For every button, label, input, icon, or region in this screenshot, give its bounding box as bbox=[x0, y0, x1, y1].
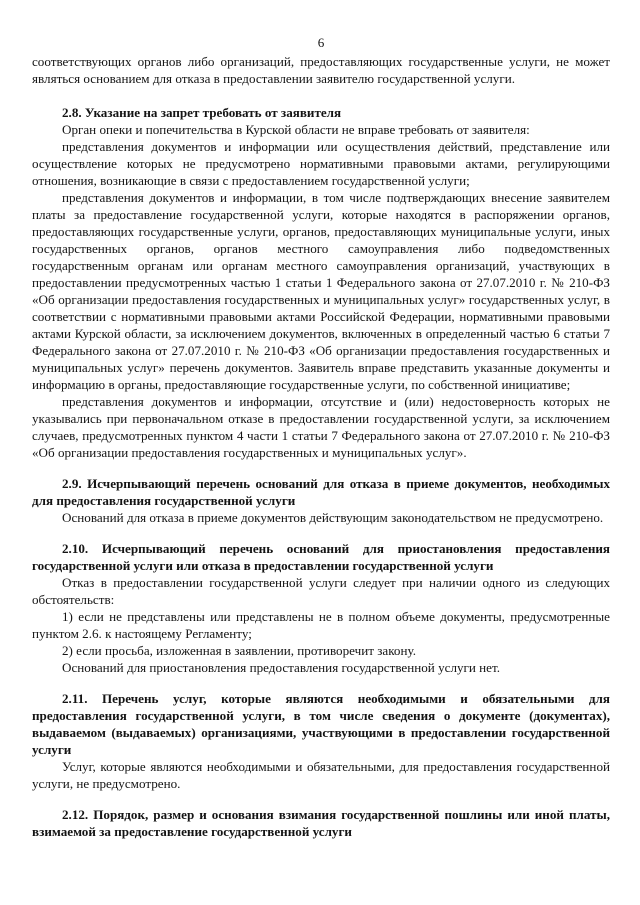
section-2-12-heading: 2.12. Порядок, размер и основания взимания государственной пошлины или иной платы, взимаемой за предоставление государственной услуги bbox=[32, 807, 610, 839]
section-2-8-paragraph: представления документов и информации или осуществления действий, представление или осуществление которых не предусмотрено нормативными правовыми актами, регулирующими отношения, возникающие в связи с предоставлением государственной услуги; bbox=[32, 139, 610, 188]
section-2-10-heading: 2.10. Исчерпывающий перечень оснований для приостановления предоставления государственной услуги или отказа в предоставлении государственной услуги bbox=[32, 541, 610, 573]
section-2-11-heading: 2.11. Перечень услуг, которые являются необходимыми и обязательными для предоставления государственной услуги, в том числе сведения о документе (документах), выдаваемом (выдаваемых) организациями, участвующими в предоставлении государственной услуги bbox=[32, 691, 610, 757]
intro-paragraph: соответствующих органов либо организаций, предоставляющих государственные услуги, не может являться основанием для отказа в предоставлении заявителю государственной услуги. bbox=[32, 54, 610, 86]
section-2-10-list-item: 1) если не представлены или представлены не в полном объеме документы, предусмотренные пунктом 2.6. к настоящему Регламенту; bbox=[32, 609, 610, 641]
section-2-10-paragraph: Отказ в предоставлении государственной услуги следует при наличии одного из следующих обстоятельств: bbox=[32, 575, 610, 607]
section-2-8-heading: 2.8. Указание на запрет требовать от заявителя bbox=[62, 105, 342, 120]
section-2-10-paragraph: Оснований для приостановления предоставления государственной услуги нет. bbox=[62, 660, 501, 675]
section-2-11-paragraph: Услуг, которые являются необходимыми и обязательными, для предоставления государственной услуги, не предусмотрено. bbox=[32, 759, 610, 791]
section-2-8-lead: Орган опеки и попечительства в Курской области не вправе требовать от заявителя: bbox=[62, 122, 530, 137]
section-2-9-heading: 2.9. Исчерпывающий перечень оснований для отказа в приеме документов, необходимых для предоставления государственной услуги bbox=[32, 476, 610, 508]
page-number: 6 bbox=[317, 35, 325, 50]
section-2-8-paragraph: представления документов и информации, отсутствие и (или) недостоверность которых не указывались при первоначальном отказе в предоставлении государственной услуги, за исключением случаев, предусмотренных пунктом 4 части 1 статьи 7 Федерального закона от 27.07.2010 г. № 210-ФЗ «Об организации предоставления государственных и муниципальных услуг». bbox=[32, 394, 610, 460]
section-2-9-paragraph: Оснований для отказа в приеме документов действующим законодательством не предусмотрено. bbox=[62, 510, 604, 525]
section-2-10-list-item: 2) если просьба, изложенная в заявлении, противоречит закону. bbox=[62, 643, 416, 658]
section-2-8-paragraph: представления документов и информации, в том числе подтверждающих внесение заявителем платы за предоставление государственной услуги, которые находятся в распоряжении органов, предоставляющих государственные услуги, органов, предоставляющих муниципальные услуги, иных государственных органов, органов местного самоуправления либо подведомственных государственным органам или органам местного самоуправления организаций, участвующих в предоставлении предусмотренных частью 1 статьи 1 Федерального закона от 27.07.2010 г. № 210-ФЗ «Об организации предоставления государственных и муниципальных услуг» государственных услуг, в соответствии с нормативными правовыми актами Российской Федерации, нормативными правовыми актами Курской области, за исключением документов, включенных в определенный частью 6 статьи 7 Федерального закона от 27.07.2010 г. № 210-ФЗ «Об организации предоставления государственных и муниципальных услуг» перечень документов. Заявитель вправе представить указанные документы и информацию в органы, предоставляющие государственные услуги, по собственной инициативе; bbox=[32, 190, 610, 392]
